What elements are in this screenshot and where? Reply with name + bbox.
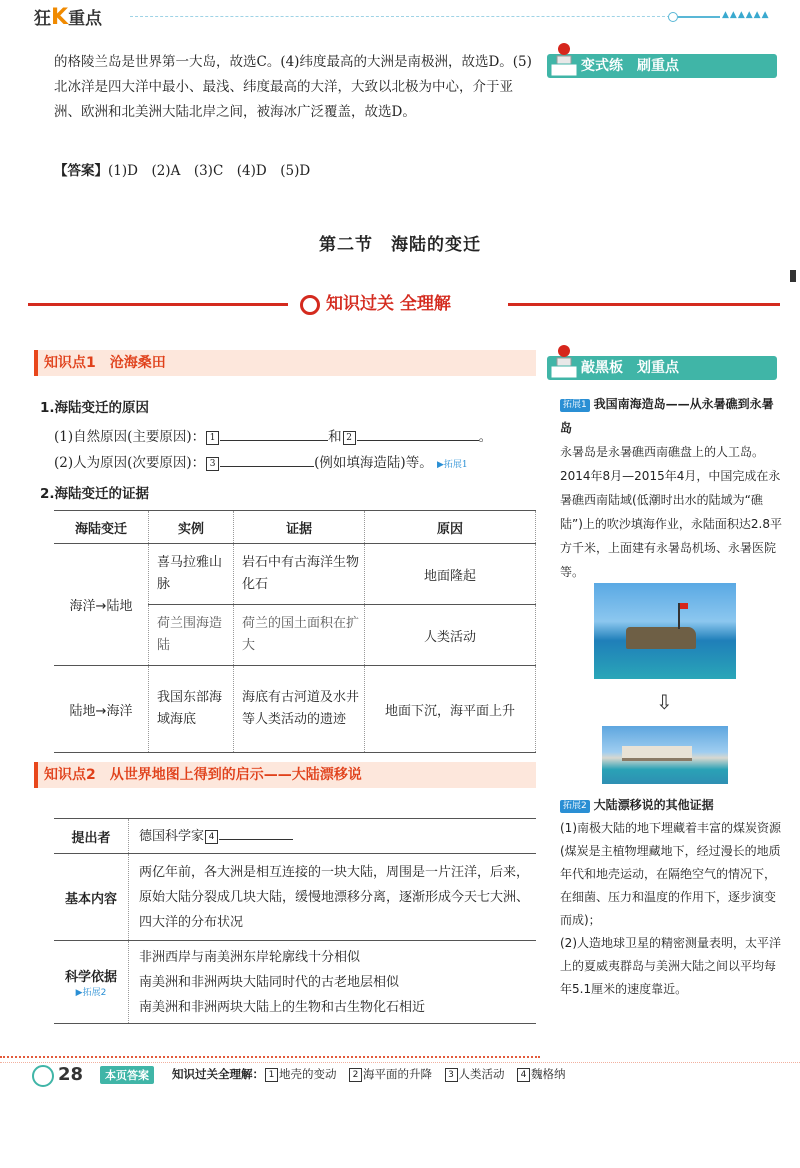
table-row: [54, 941, 536, 1024]
page-number: [28, 1063, 88, 1089]
blank-3[interactable]: [220, 466, 314, 467]
footer-dotted-line: [0, 1062, 800, 1063]
note2-title: 大陆漂移说的其他证据: [593, 798, 714, 812]
cause-human: [54, 451, 468, 471]
header-line: [678, 16, 720, 18]
evidence-cell: 海底有古河道及水井等人类活动的遗迹: [234, 666, 365, 753]
footer-dotted-line: [0, 1056, 540, 1058]
knowledge-point-2-title: 知识点2 从世界地图上得到的启示——大陆漂移说: [34, 762, 536, 788]
teacher-icon: [551, 42, 577, 76]
answer-2: 海平面的升降: [363, 1067, 432, 1081]
cause1-and: 和: [328, 429, 342, 445]
down-arrow-icon: ⇩: [656, 690, 673, 714]
answer-line: [54, 159, 310, 179]
logo-k: K: [51, 5, 69, 30]
proposer-value: [129, 819, 537, 854]
extension-note-1: [560, 392, 782, 584]
banner: [300, 290, 451, 318]
evidence-cell: 荷兰的国土面积在扩大: [234, 605, 365, 666]
cause1-end: 。: [478, 429, 493, 445]
basis-label-cell: [54, 941, 129, 1024]
extension-tag: 拓展2: [560, 800, 590, 813]
reason-cell: 地面隆起: [365, 544, 536, 605]
note1-body: 永暑岛是永暑礁西南礁盘上的人工岛。2014年8月—2015年4月，中国完成在永暑礁西南陆域(低潮时出水的陆域为“礁陆”)上的吹沙填海作业，永陆面积达2.8平方千米，上面建有永暑岛机场、永暑医院等。: [560, 445, 782, 579]
table-header: 原因: [365, 511, 536, 544]
proposer-label: 提出者: [54, 819, 129, 854]
section-title: 第二节 海陆的变迁: [319, 235, 481, 255]
example-cell: 我国东部海域海底: [149, 666, 234, 753]
header-rule: [130, 16, 670, 17]
teacher-icon: [551, 344, 577, 378]
evidence-heading: 2.海陆变迁的证据: [40, 486, 150, 502]
table-header-row: [54, 511, 536, 544]
answer-value: (1)D (2)A (3)C (4)D (5)D: [108, 163, 311, 179]
extension-tag: 拓展1: [560, 399, 590, 412]
banner-label: 知识过关 全理解: [326, 294, 451, 314]
table-row: [54, 819, 536, 854]
footer-answers: [172, 1066, 566, 1082]
blank-number-box: 3: [206, 457, 219, 471]
list-item: 南美洲和非洲两块大陆上的生物和古生物化石相近: [139, 999, 426, 1015]
knowledge-point-1-title: 知识点1 沧海桑田: [34, 350, 536, 376]
drift-table: [54, 818, 536, 1024]
reason-cell: 人类活动: [365, 605, 536, 666]
blank-4[interactable]: [219, 839, 293, 840]
island-photo: [602, 726, 728, 784]
answer-number-box: 3: [445, 1068, 458, 1082]
blank-1[interactable]: [220, 440, 328, 441]
table-row: [54, 854, 536, 941]
example-cell: 喜马拉雅山脉: [149, 544, 234, 605]
extension-link[interactable]: ▶拓展1: [437, 460, 468, 470]
table-header: 实例: [149, 511, 234, 544]
blank-number-box: 1: [206, 431, 219, 445]
logo: [34, 4, 102, 30]
extension-note-2: [560, 794, 782, 1001]
board-tab: [547, 356, 777, 380]
table-header: 海陆变迁: [54, 511, 149, 544]
evidence-cell: 岩石中有古海洋生物化石: [234, 544, 365, 605]
change-cell: 陆地→海洋: [54, 666, 149, 753]
blank-number-box: 2: [343, 431, 356, 445]
cause-heading: 1.海陆变迁的原因: [40, 400, 150, 416]
edge-mark: [790, 270, 796, 282]
content-label: 基本内容: [54, 854, 129, 941]
answer-1: 地壳的变动: [279, 1067, 337, 1081]
evidence-table: [54, 510, 536, 753]
logo-suffix: 重点: [68, 9, 103, 29]
example-cell: 荷兰围海造陆: [149, 605, 234, 666]
answer-number-box: 4: [517, 1068, 530, 1082]
intro-paragraph: 的格陵兰岛是世界第一大岛，故选C。(4)纬度最高的大洲是南极洲，故选D。(5)北冰洋是四大洋中最小、最浅、纬度最高的大洋，大致以北极为中心，介于亚洲、欧洲和北美洲大陆北岸之间，被海冰广泛覆盖，故选D。: [54, 54, 532, 120]
answer-4: 魏格纳: [531, 1067, 566, 1081]
header-dot: [668, 12, 678, 22]
cause2-end: (例如填海造陆)等。: [314, 455, 433, 471]
list-item: 非洲西岸与南美洲东岸轮廓线十分相似: [139, 949, 361, 965]
cause-natural: [54, 425, 492, 445]
logo-prefix: 狂: [34, 9, 51, 29]
table-header: 证据: [234, 511, 365, 544]
clock-icon: [32, 1065, 54, 1087]
note2-para-2: (2)人造地球卫星的精密测量表明，太平洋上的夏威夷群岛与美洲大陆之间以平均每年5.1厘米的速度靠近。: [560, 936, 781, 996]
answer-3: 人类活动: [458, 1067, 505, 1081]
change-cell: 海洋→陆地: [54, 544, 149, 666]
note2-para-1: (1)南极大陆的地下埋藏着丰富的煤炭资源(煤炭是主植物埋藏地下，经过漫长的地质年代和地壳运动，在隔绝空气的情况下，在细菌、压力和温度的作用下，逐步演变而成)；: [560, 821, 781, 927]
cause1-prefix: (1)自然原因(主要原因)：: [54, 429, 206, 445]
answer-label: 【答案】: [54, 163, 108, 179]
board-tab-label: 敲黑板 划重点: [581, 360, 679, 376]
practice-tab: [547, 54, 777, 78]
list-item: 南美洲和非洲两块大陆同时代的古老地层相似: [139, 974, 400, 990]
content-value: 两亿年前，各大洲是相互连接的一块大陆，周围是一片汪洋，后来，原始大陆分裂成几块大陆，缓慢地漂移分离，逐渐形成今天七大洲、四大洋的分布状况: [129, 854, 537, 941]
cause2-prefix: (2)人为原因(次要原因)：: [54, 455, 206, 471]
reef-photo: [594, 583, 736, 679]
header-triangles: ▲▲▲▲▲▲: [722, 10, 770, 20]
note1-title: 我国南海造岛——从永暑礁到永暑岛: [560, 397, 774, 435]
blank-2[interactable]: [357, 440, 479, 441]
basis-value: [129, 941, 537, 1024]
proposer-text: 德国科学家: [139, 828, 205, 844]
page-number-text: 28: [58, 1064, 84, 1085]
answer-number-box: 2: [349, 1068, 362, 1082]
blank-number-box: 4: [205, 830, 218, 844]
footer-label: 知识过关全理解：: [172, 1067, 264, 1081]
table-row: [54, 666, 536, 753]
extension-link[interactable]: ▶拓展2: [75, 988, 107, 998]
answers-tag: 本页答案: [100, 1066, 154, 1084]
swirl-icon: [300, 295, 320, 315]
answer-number-box: 1: [265, 1068, 278, 1082]
table-row: [54, 544, 536, 605]
basis-label: 科学依据: [64, 970, 117, 985]
reason-cell: 地面下沉，海平面上升: [365, 666, 536, 753]
practice-tab-label: 变式练 刷重点: [581, 58, 679, 74]
